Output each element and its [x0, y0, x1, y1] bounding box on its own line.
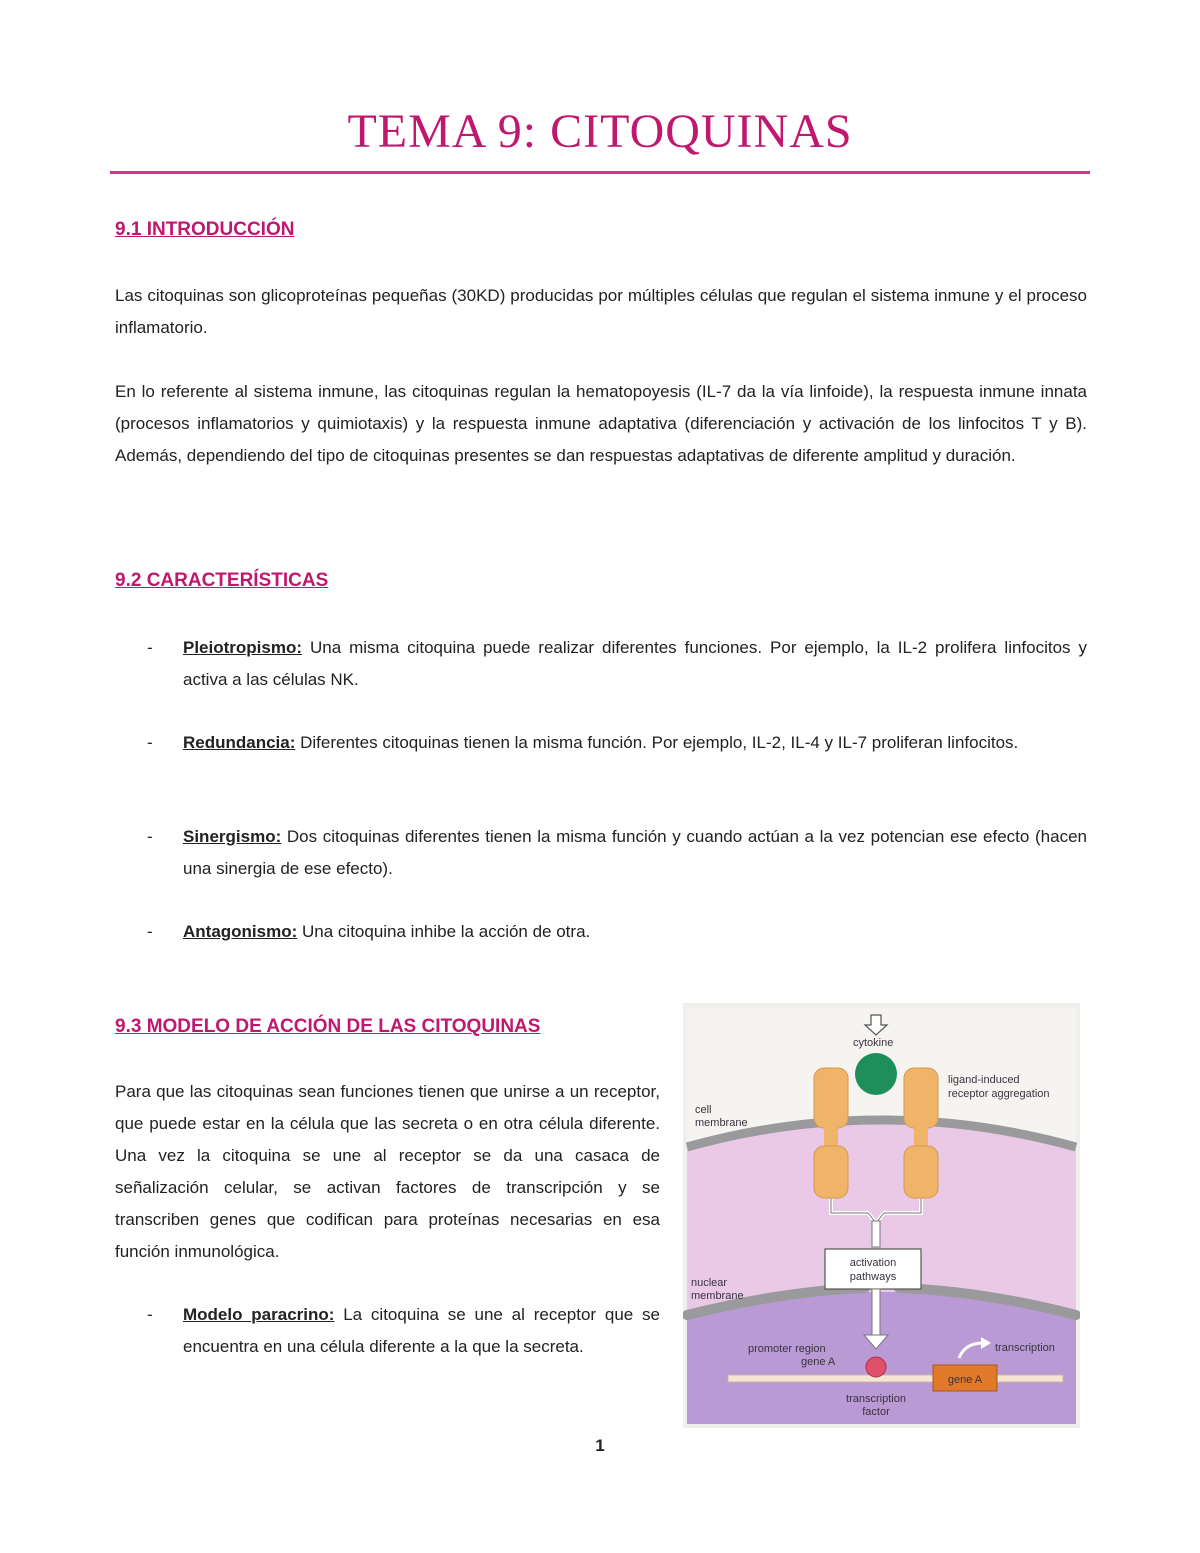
label-promoter-gene: gene A — [801, 1356, 836, 1368]
list-item-text: Dos citoquinas diferentes tienen la misma función y cuando actúan a la vez potencian ese efecto (hacen una sinergia de ese efecto). — [183, 827, 1087, 878]
modelo-paragraph-1: Para que las citoquinas sean funciones tienen que unirse a un receptor, que puede estar en la célula que las secreta o en otra célula diferente. Una vez la citoquina se une al receptor se da una casaca de señalización celular, se activan factores de transcripción y se transcriben genes que codifican para proteínas necesarias en esa función inmunológica. — [115, 1082, 660, 1261]
intro-paragraph-1: Las citoquinas son glicoproteínas pequeñas (30KD) producidas por múltiples células que regulan el sistema inmune y el proceso inflamatorio. — [115, 286, 1087, 337]
cytokine-receptor-figure — [683, 1003, 1080, 1428]
label-activation: activation — [849, 1257, 897, 1269]
label-ligand-induced: ligand-induced — [948, 1074, 1020, 1086]
label-cell: cell — [695, 1104, 712, 1116]
merge-arrow-stem — [872, 1221, 880, 1247]
list-dash: - — [147, 1305, 153, 1324]
list-item-term: Modelo paracrino: — [183, 1305, 335, 1324]
list-item-term: Pleiotropismo: — [183, 638, 303, 657]
label-transcription-factor-1: transcription — [846, 1393, 906, 1405]
transcription-factor — [866, 1357, 886, 1377]
label-transcription: transcription — [995, 1342, 1055, 1354]
title-underline-rule — [110, 171, 1090, 174]
label-cytokine: cytokine — [853, 1037, 894, 1049]
label-cell-membrane: membrane — [695, 1117, 748, 1129]
list-item-term: Sinergismo: — [183, 827, 282, 846]
list-item-antagonismo — [115, 916, 1087, 948]
list-item-modelo-paracrino — [115, 1299, 660, 1363]
label-nuclear-membrane: membrane — [691, 1290, 744, 1302]
receptor-right-stem — [914, 1126, 928, 1148]
list-item-text: Una misma citoquina puede realizar diferentes funciones. Por ejemplo, la IL-2 prolifera linfocitos y activa a las células NK. — [183, 638, 1087, 689]
page-number: 1 — [595, 1436, 605, 1455]
label-receptor-aggregation: receptor aggregation — [948, 1088, 1050, 1100]
page-title: TEMA 9: CITOQUINAS — [347, 105, 853, 158]
list-item-text: Diferentes citoquinas tienen la misma función. Por ejemplo, IL-2, IL-4 y IL-7 proliferan linfocitos. — [295, 733, 1019, 752]
list-item-term: Antagonismo: — [183, 922, 298, 941]
nuclear-arrow-stem — [872, 1289, 880, 1335]
cytokine-receptor-diagram — [683, 1003, 1080, 1428]
receptor-left-extracellular — [814, 1068, 848, 1128]
dna-strand — [728, 1375, 1063, 1382]
section-heading-introduccion: 9.1 INTRODUCCIÓN — [115, 219, 295, 240]
list-item-redundancia — [115, 727, 1087, 759]
cytokine-molecule — [855, 1053, 897, 1095]
label-transcription-factor-2: factor — [862, 1406, 890, 1418]
receptor-left-intracellular — [814, 1146, 848, 1198]
label-promoter-region: promoter region — [748, 1343, 826, 1355]
list-dash: - — [147, 638, 153, 657]
list-item-text: Una citoquina inhibe la acción de otra. — [297, 922, 591, 941]
list-dash: - — [147, 733, 153, 752]
receptor-right-intracellular — [904, 1146, 938, 1198]
list-dash: - — [147, 827, 153, 846]
list-dash: - — [147, 922, 153, 941]
list-item-text: La citoquina se une al receptor que se encuentra en una célula diferente a la que la secreta. — [183, 1305, 660, 1356]
label-pathways: pathways — [849, 1271, 897, 1283]
list-item-term: Redundancia: — [183, 733, 296, 752]
receptor-left-stem — [824, 1126, 838, 1148]
activation-pathways-box — [825, 1249, 921, 1289]
label-nuclear: nuclear — [691, 1277, 728, 1289]
list-item-sinergismo — [115, 821, 1087, 885]
section-heading-caracteristicas: 9.2 CARACTERÍSTICAS — [115, 570, 329, 591]
list-item-pleiotropismo — [115, 632, 1087, 696]
label-gene-a: gene A — [947, 1374, 983, 1386]
section-heading-modelo-accion: 9.3 MODELO DE ACCIÓN DE LAS CITOQUINAS — [115, 1016, 541, 1037]
receptor-right-extracellular — [904, 1068, 938, 1128]
intro-paragraph-2: En lo referente al sistema inmune, las citoquinas regulan la hematopoyesis (IL-7 da la vía linfoide), la respuesta inmune innata (procesos inflamatorios y quimiotaxis) y la respuesta inmune adaptativa (diferenciación y activación de los linfocitos T y B). Además, dependiendo del tipo de citoquinas presentes se dan respuestas adaptativas de diferente amplitud y duración. — [115, 382, 1087, 465]
